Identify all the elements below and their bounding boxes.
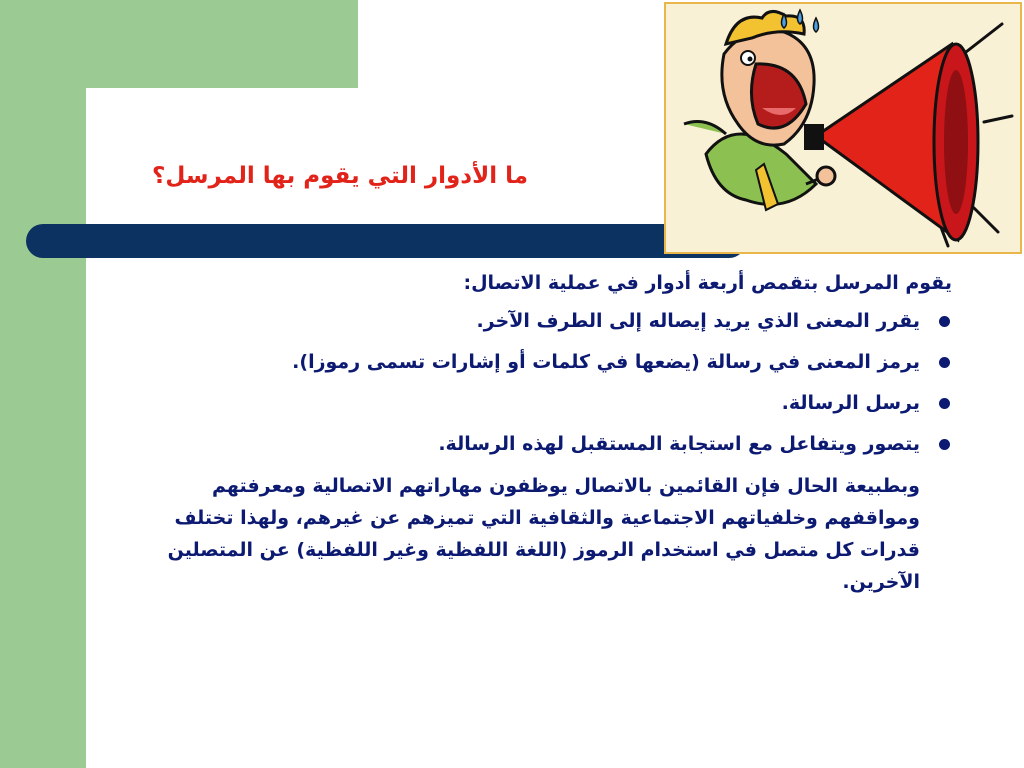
slide-body — [122, 268, 952, 598]
intro-text: يقوم المرسل بتقمص أربعة أدوار في عملية الاتصال: — [463, 272, 952, 294]
bullet-icon — [939, 357, 950, 368]
list-item — [122, 388, 952, 418]
bullet-text: يقرر المعنى الذي يريد إيصاله إلى الطرف الآخر. — [476, 310, 920, 332]
shouting-man-megaphone-icon — [664, 2, 1022, 254]
slide-title: ما الأدوار التي يقوم بها المرسل؟ — [152, 163, 528, 189]
bullet-list — [122, 306, 952, 459]
bullet-text: يرمز المعنى في رسالة (يضعها في كلمات أو إشارات تسمى رموزا). — [292, 351, 920, 373]
background-green-left — [0, 0, 86, 768]
title-divider-bar — [26, 224, 746, 258]
list-item — [122, 429, 952, 459]
bullet-icon — [939, 398, 950, 409]
list-item — [122, 347, 952, 377]
bullet-icon — [939, 316, 950, 327]
bullet-text: يرسل الرسالة. — [781, 392, 920, 414]
closing-paragraph: وبطبيعة الحال فإن القائمين بالاتصال يوظفون مهاراتهم الاتصالية ومعرفتهم ومواقفهم وخلفياتهم الاجتماعية والثقافية التي تميزهم عن غيرهم، ولهذا تختلف قدرات كل متصل في استخدام الرموز (اللغة اللفظية وغير اللفظية) عن المتصلين الآخرين. — [167, 475, 920, 593]
bullet-icon — [939, 439, 950, 450]
list-item — [122, 306, 952, 336]
background-green-top — [0, 0, 358, 88]
bullet-text: يتصور ويتفاعل مع استجابة المستقبل لهذه الرسالة. — [438, 433, 920, 455]
